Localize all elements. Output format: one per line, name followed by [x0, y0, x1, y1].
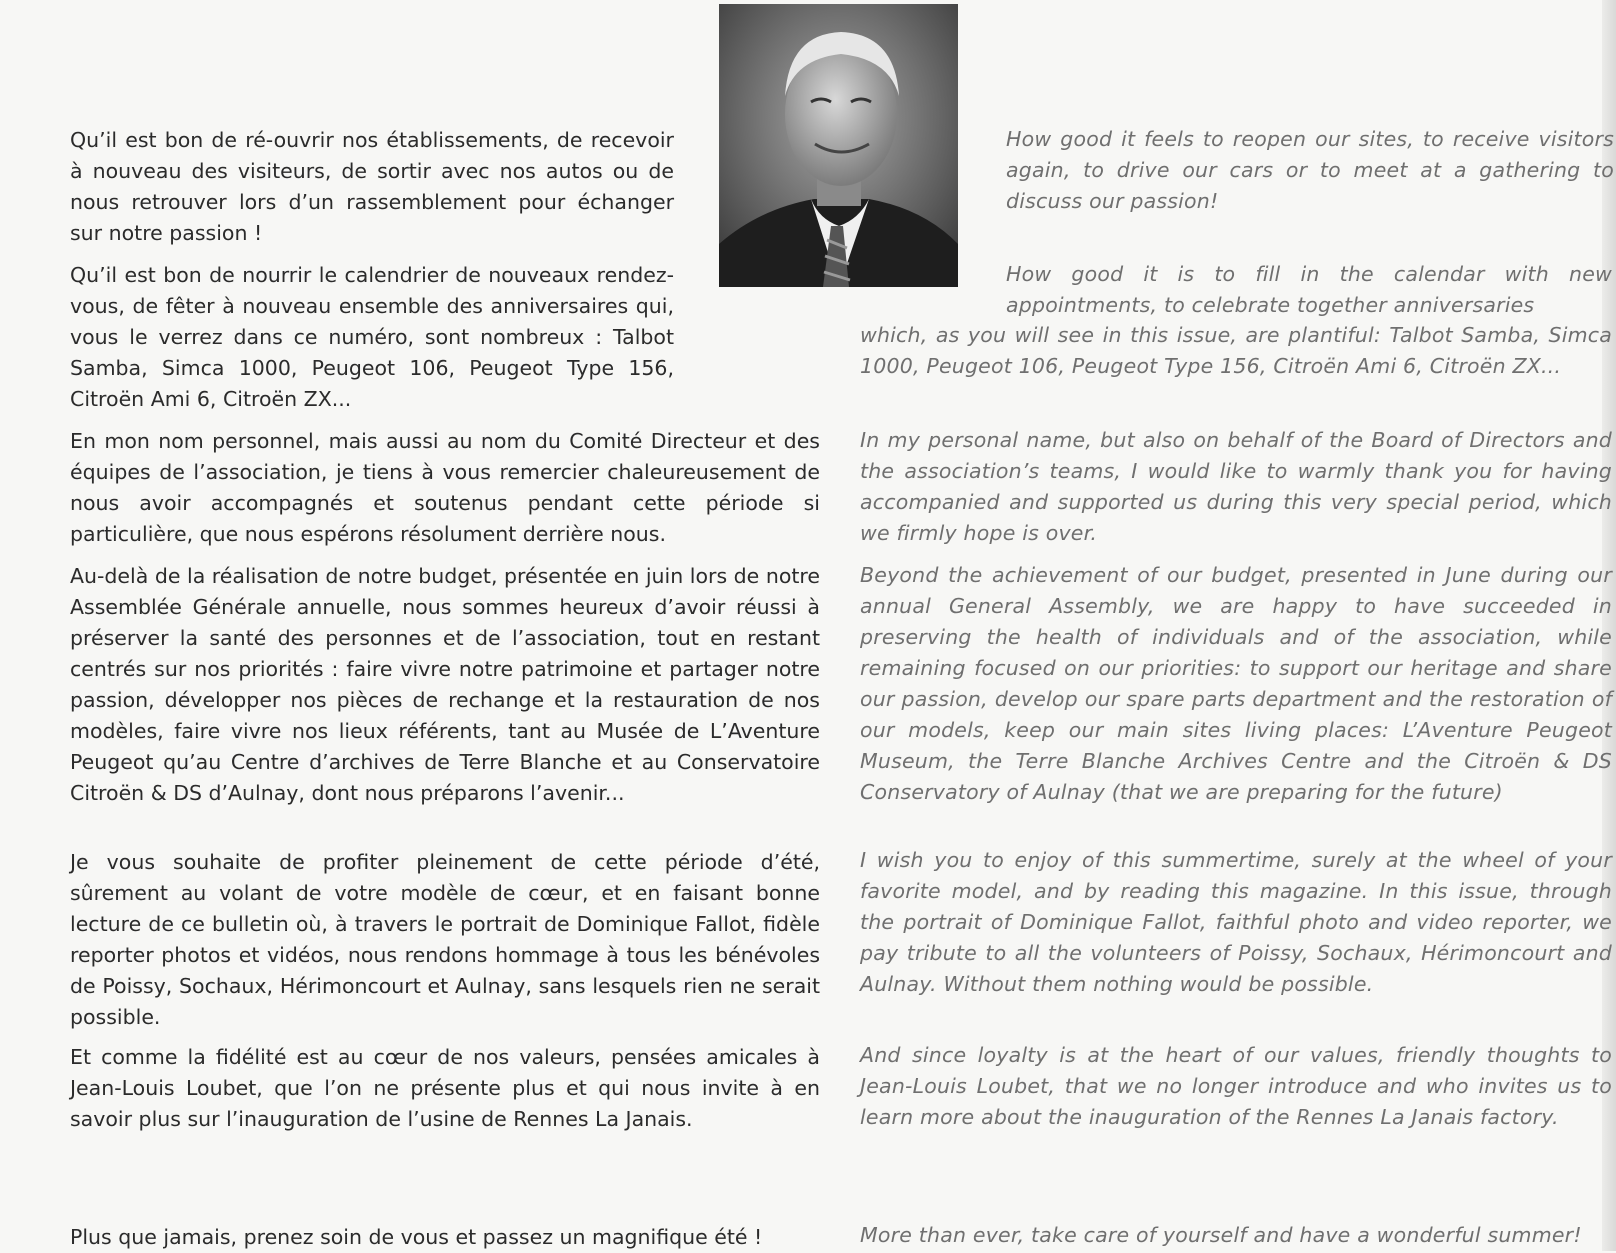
portrait-photo-icon [719, 4, 958, 287]
french-paragraph-3: En mon nom personnel, mais aussi au nom du Comité Directeur et des équipes de l’association, je tiens à vous remercier chaleureusement de nous avoir accompagnés et soutenus pendant cette période si particulière, que nous espérons résolument derrière nous. [70, 429, 820, 546]
french-paragraph-4: Au-delà de la réalisation de notre budget, présentée en juin lors de notre Assemblée Générale annuelle, nous sommes heureux d’avoir réussi à préserver la santé des personnes et de l’association, tout en restant centrés sur nos priorités : faire vivre notre patrimoine et partager notre passion, développer nos pièces de rechange et la restauration de nos modèles, faire vivre nos lieux référents, tant au Musée de L’Aventure Peugeot qu’au Centre d’archives de Terre Blanche et au Conservatoire Citroën & DS d’Aulnay, dont nous préparons l’avenir... [70, 564, 820, 805]
french-paragraph-2-start: Qu’il est bon de nourrir le calendrier de nouveaux rendez-vous, de fêter à nouveau ensemble des anniversaires qui, vous le verrez dans ce numéro, sont nombreux : Talbot Samba, Simca 1000, Peugeot 106, Peugeot Type 156, Citroën Ami 6, Citroën ZX... [70, 263, 674, 411]
portrait-photo [719, 4, 958, 287]
english-paragraph-3: In my personal name, but also on behalf of the Board of Directors and the association’s teams, I would like to warmly thank you for having accompanied and supported us during this very special period, which we firmly hope is over. [860, 428, 1612, 545]
french-signoff: Plus que jamais, prenez soin de vous et passez un magnifique été ! [70, 1225, 763, 1249]
french-paragraph-5: Je vous souhaite de profiter pleinement de cette période d’été, sûrement au volant de votre modèle de cœur, et en faisant bonne lecture de ce bulletin où, à travers le portrait de Dominique Fallot, fidèle reporter photos et vidéos, nous rendons hommage à tous les bénévoles de Poissy, Sochaux, Hérimoncourt et Aulnay, sans lesquels rien ne serait possible. [70, 850, 820, 1029]
french-paragraph-6: Et comme la fidélité est au cœur de nos valeurs, pensées amicales à Jean-Louis Loubet, que l’on ne présente plus et qui nous invite à en savoir plus sur l’inauguration de l’usine de Rennes La Janais. [70, 1045, 820, 1131]
english-paragraph-1: How good it feels to reopen our sites, to receive visitors again, to drive our cars or to meet at a gathering to discuss our passion! [1006, 127, 1614, 213]
english-signoff: More than ever, take care of yourself and have a wonderful summer! [860, 1223, 1582, 1247]
english-paragraph-6: And since loyalty is at the heart of our values, friendly thoughts to Jean-Louis Loubet, that we no longer introduce and who invites us to learn more about the inauguration of the Rennes La Janais factory. [860, 1043, 1612, 1129]
english-paragraph-2-end: which, as you will see in this issue, are plantiful: Talbot Samba, Simca 1000, Peugeot 106, Peugeot Type 156, Citroën Ami 6, Citroën ZX... [860, 323, 1612, 378]
english-paragraph-4: Beyond the achievement of our budget, presented in June during our annual General Assembly, we are happy to have succeeded in preserving the health of individuals and of the association, while remaining focused on our priorities: to support our heritage and share our passion, develop our spare parts department and the restoration of our models, keep our main sites living places: L’Aventure Peugeot Museum, the Terre Blanche Archives Centre and the Citroën & DS Conservatory of Aulnay (that we are preparing for the future) [860, 563, 1612, 804]
english-paragraph-2-start: How good it is to fill in the calendar with new appointments, to celebrate together anniversaries [1006, 262, 1612, 317]
french-paragraph-1: Qu’il est bon de ré-ouvrir nos établissements, de recevoir à nouveau des visiteurs, de sortir avec nos autos ou de nous retrouver lors d’un rassemblement pour échanger sur notre passion ! [70, 128, 674, 245]
english-paragraph-5: I wish you to enjoy of this summertime, surely at the wheel of your favorite model, and by reading this magazine. In this issue, through the portrait of Dominique Fallot, faithful photo and video reporter, we pay tribute to all the volunteers of Poissy, Sochaux, Hérimoncourt and Aulnay. Without them nothing would be possible. [860, 848, 1612, 996]
